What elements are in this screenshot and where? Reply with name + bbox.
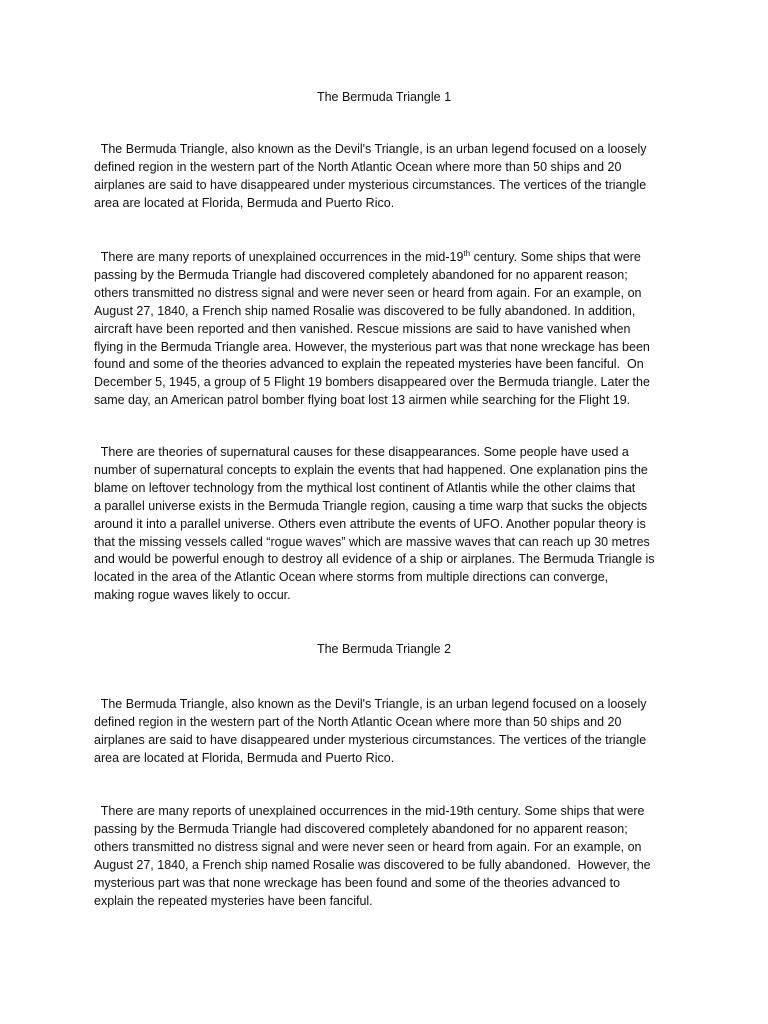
- text-line: others transmitted no distress signal and were never seen or heard from again. For an example, on: [94, 839, 642, 854]
- section-1-title: The Bermuda Triangle 1: [316, 90, 452, 104]
- section-2-paragraph-1: [94, 696, 678, 768]
- text-line: defined region in the western part of the North Atlantic Ocean where more than 50 ships and 20: [94, 714, 622, 729]
- text-line: others transmitted no distress signal and were never seen or heard from again. For an example, on: [94, 285, 642, 300]
- text-segment: century. Some ships that were: [470, 250, 641, 264]
- text-line: a parallel universe exists in the Bermuda Triangle region, causing a time warp that sucks the objects: [94, 498, 648, 513]
- text-segment: There are many reports of unexplained occurrences in the mid-19: [94, 250, 464, 264]
- text-line: located in the area of the Atlantic Ocean where storms from multiple directions can converge,: [94, 570, 609, 585]
- text-line: The Bermuda Triangle, also known as the Devil's Triangle, is an urban legend focused on a loosely: [94, 142, 647, 156]
- text-line: passing by the Bermuda Triangle had discovered completely abandoned for no apparent reason;: [94, 821, 628, 836]
- text-line: area are located at Florida, Bermuda and Puerto Rico.: [94, 750, 395, 765]
- text-line: There are many reports of unexplained occurrences in the mid-19th century. Some ships that were: [94, 804, 645, 818]
- text-line: airplanes are said to have disappeared under mysterious circumstances. The vertices of the triangle: [94, 177, 647, 192]
- text-line: and would be powerful enough to destroy all evidence of a ship or airplanes. The Bermuda Triangle is: [94, 552, 655, 567]
- text-line: airplanes are said to have disappeared under mysterious circumstances. The vertices of the triangle: [94, 732, 647, 747]
- text-line: August 27, 1840, a French ship named Rosalie was discovered to be fully abandoned. However, the: [94, 857, 651, 872]
- section-1-paragraph-1: [94, 141, 678, 213]
- text-line: number of supernatural concepts to explain the events that had happened. One explanation pins the: [94, 462, 648, 477]
- text-line: December 5, 1945, a group of 5 Flight 19 bombers disappeared over the Bermuda triangle. Later the: [94, 375, 650, 390]
- text-line: blame on leftover technology from the mythical lost continent of Atlantis while the other claims that: [94, 480, 636, 495]
- text-line: mysterious part was that none wreckage has been found and some of the theories advanced to: [94, 875, 621, 890]
- text-line: around it into a parallel universe. Others even attribute the events of UFO. Another popular theory is: [94, 516, 646, 531]
- text-line: August 27, 1840, a French ship named Rosalie was discovered to be fully abandoned. In addition,: [94, 303, 636, 318]
- text-line: passing by the Bermuda Triangle had discovered completely abandoned for no apparent reason;: [94, 267, 628, 282]
- text-line: making rogue waves likely to occur.: [94, 588, 291, 603]
- text-line: There are theories of supernatural causes for these disappearances. Some people have used a: [94, 445, 629, 459]
- text-line: found and some of the theories advanced to explain the repeated mysteries have been fanciful. On: [94, 357, 644, 372]
- text-line: flying in the Bermuda Triangle area. However, the mysterious part was that none wreckage has been: [94, 339, 650, 354]
- text-line: area are located at Florida, Bermuda and Puerto Rico.: [94, 195, 395, 210]
- section-1-paragraph-2: [94, 249, 678, 410]
- text-line: defined region in the western part of the North Atlantic Ocean where more than 50 ships and 20: [94, 159, 622, 174]
- text-line: explain the repeated mysteries have been fanciful.: [94, 893, 373, 908]
- text-line: [94, 249, 678, 267]
- text-line: The Bermuda Triangle, also known as the Devil's Triangle, is an urban legend focused on a loosely: [94, 697, 647, 711]
- text-line: same day, an American patrol bomber flying boat lost 13 airmen while searching for the Flight 19.: [94, 393, 631, 408]
- superscript-ordinal: th: [463, 248, 471, 258]
- section-2-title: The Bermuda Triangle 2: [316, 642, 452, 656]
- text-line: aircraft have been reported and then vanished. Rescue missions are said to have vanished when: [94, 321, 631, 336]
- section-2-paragraph-2: [94, 803, 678, 910]
- text-line: that the missing vessels called “rogue waves” which are massive waves that can reach up 30 metres: [94, 534, 650, 549]
- section-1-paragraph-3: [94, 444, 678, 605]
